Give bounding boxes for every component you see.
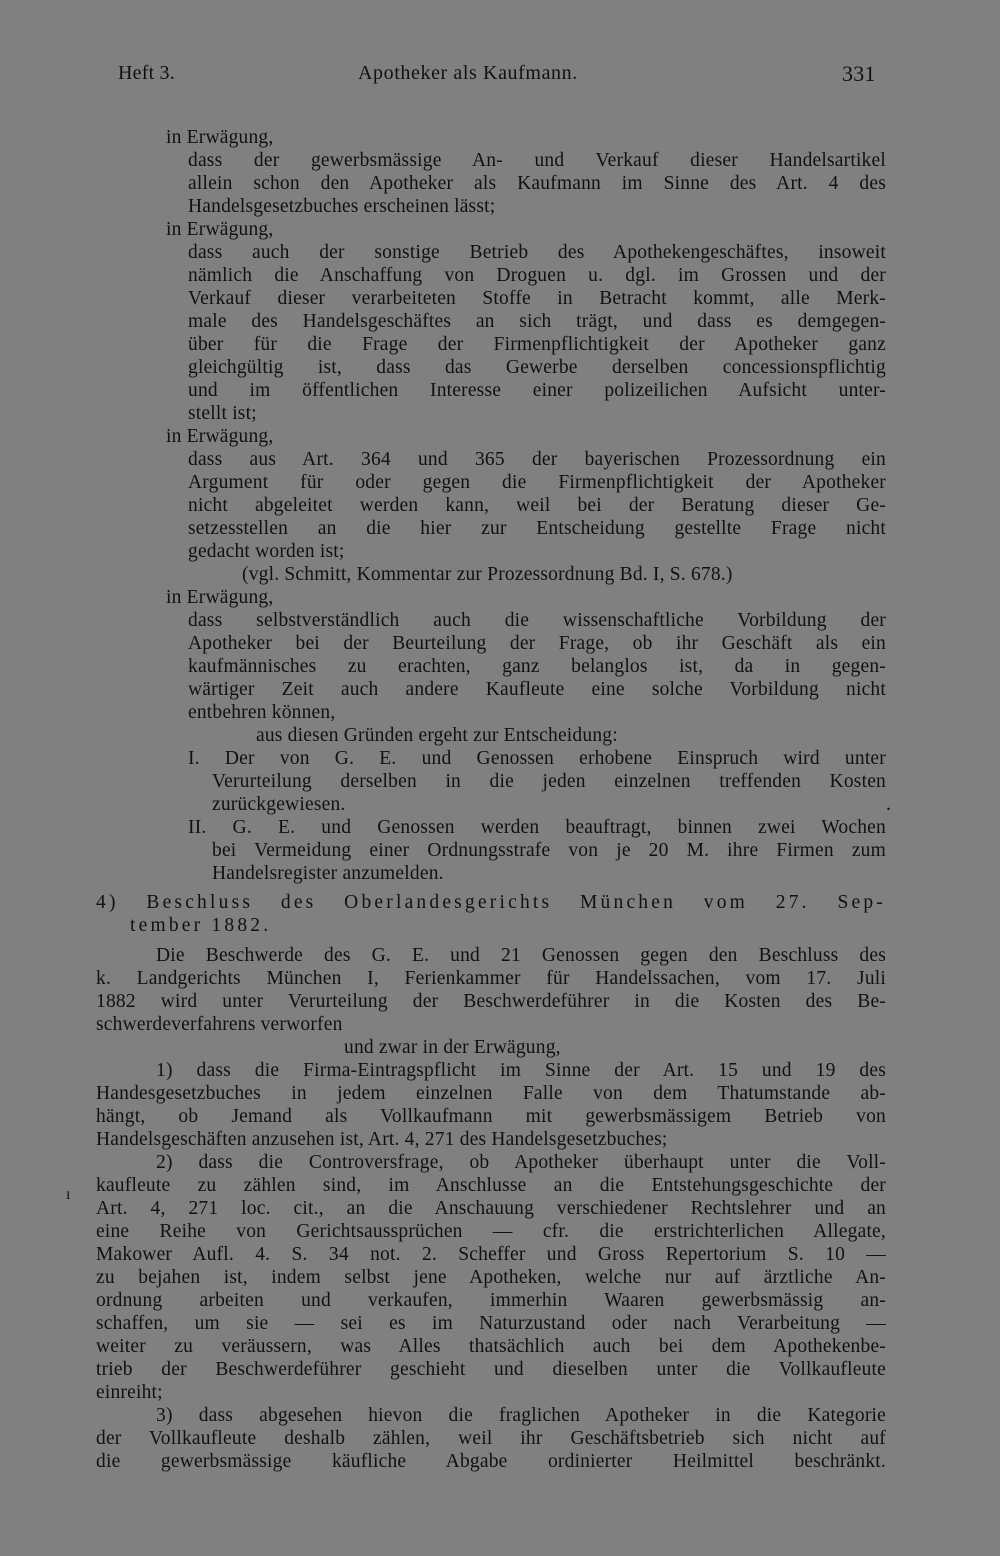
text-line: gleichgültig ist, dass das Gewerbe derselben concessionspflichtig	[188, 357, 886, 378]
text-line: 4) Beschluss des Oberlandesgerichts München vom 27. Sep-	[96, 892, 886, 913]
text-line: II. G. E. und Genossen werden beauftragt, binnen zwei Wochen	[188, 817, 886, 838]
text-line: hängt, ob Jemand als Vollkaufmann mit gewerbsmässigem Betrieb von	[96, 1106, 886, 1127]
text-line: nämlich die Anschaffung von Droguen u. dgl. im Grossen und der	[188, 265, 886, 286]
text-line: stellt ist;	[188, 403, 257, 424]
text-line: dass auch der sonstige Betrieb des Apothekengeschäftes, insoweit	[188, 242, 886, 263]
text-line: setzesstellen an die hier zur Entscheidung gestellte Frage nicht	[188, 518, 886, 539]
text-line: Argument für oder gegen die Firmenpflichtigkeit der Apotheker	[188, 472, 886, 493]
text-line: und zwar in der Erwägung,	[344, 1037, 561, 1058]
text-line: entbehren können,	[188, 702, 336, 723]
text-line: einreiht;	[96, 1382, 163, 1403]
text-line: Art. 4, 271 loc. cit., an die Anschauung verschiedener Rechtslehrer und an	[96, 1198, 886, 1219]
text-line: wärtiger Zeit auch andere Kaufleute eine solche Vorbildung nicht	[188, 679, 886, 700]
text-line: bei Vermeidung einer Ordnungsstrafe von je 20 M. ihre Firmen zum	[212, 840, 886, 861]
text-line: 1882 wird unter Verurteilung der Beschwerdeführer in die Kosten des Be-	[96, 991, 886, 1012]
text-line: 1) dass die Firma-Eintragspflicht im Sinne der Art. 15 und 19 des	[156, 1060, 886, 1081]
margin-mark: ı	[66, 1186, 71, 1203]
text-line: kaufmännisches zu erachten, ganz belanglos ist, da in gegen-	[188, 656, 886, 677]
text-line: Verurteilung derselben in die jeden einzelnen treffenden Kosten	[212, 771, 886, 792]
text-line: in Erwägung,	[166, 587, 274, 608]
running-head-left: Heft 3.	[118, 62, 175, 84]
text-line: und im öffentlichen Interesse einer polizeilichen Aufsicht unter-	[188, 380, 886, 401]
text-line: dass der gewerbsmässige An- und Verkauf dieser Handelsartikel	[188, 150, 886, 171]
text-line: Verkauf dieser verarbeiteten Stoffe in Betracht kommt, alle Merk-	[188, 288, 886, 309]
text-line: schaffen, um sie — sei es im Naturzustand oder nach Verarbeitung —	[96, 1313, 886, 1334]
text-line: ordnung arbeiten und verkaufen, immerhin Waaren gewerbsmässig an-	[96, 1290, 886, 1311]
text-line: in Erwägung,	[166, 219, 274, 240]
text-line: trieb der Beschwerdeführer geschieht und dieselben unter die Vollkaufleute	[96, 1359, 886, 1380]
text-line: Makower Aufl. 4. S. 34 not. 2. Scheffer und Gross Repertorium S. 10 —	[96, 1244, 886, 1265]
text-line: 2) dass die Controversfrage, ob Apotheker überhaupt unter die Voll-	[156, 1152, 886, 1173]
text-line: 3) dass abgesehen hievon die fraglichen Apotheker in die Kategorie	[156, 1405, 886, 1426]
text-line: (vgl. Schmitt, Kommentar zur Prozessordnung Bd. I, S. 678.)	[242, 564, 733, 585]
text-line: gedacht worden ist;	[188, 541, 345, 562]
text-line: allein schon den Apotheker als Kaufmann im Sinne des Art. 4 des	[188, 173, 886, 194]
text-line: Handelsgeschäften anzusehen ist, Art. 4, 271 des Handelsgesetzbuches;	[96, 1129, 668, 1150]
text-line: in Erwägung,	[166, 127, 274, 148]
text-line: zu bejahen ist, indem selbst jene Apotheken, welche nur auf ärztliche An-	[96, 1267, 886, 1288]
text-line: weiter zu veräussern, was Alles thatsächlich auch bei dem Apothekenbe-	[96, 1336, 886, 1357]
text-line: eine Reihe von Gerichtsaussprüchen — cfr. die erstrichterlichen Allegate,	[96, 1221, 886, 1242]
text-line: schwerdeverfahrens verworfen	[96, 1014, 343, 1035]
page-number: 331	[842, 61, 876, 86]
text-line: kaufleute zu zählen sind, im Anschlusse an die Entstehungsgeschichte der	[96, 1175, 886, 1196]
text-line: Die Beschwerde des G. E. und 21 Genossen gegen den Beschluss des	[156, 945, 886, 966]
speck-mark: .	[886, 793, 891, 815]
text-line: Apotheker bei der Beurteilung der Frage, ob ihr Geschäft als ein	[188, 633, 886, 654]
text-line: dass aus Art. 364 und 365 der bayerischen Prozessordnung ein	[188, 449, 886, 470]
running-head-title: Apotheker als Kaufmann.	[358, 62, 578, 84]
text-line: Handesgesetzbuches in jedem einzelnen Falle von dem Thatumstande ab-	[96, 1083, 886, 1104]
text-line: k. Landgerichts München I, Ferienkammer für Handelssachen, vom 17. Juli	[96, 968, 886, 989]
text-line: male des Handelsgeschäftes an sich trägt, und dass es demgegen-	[188, 311, 886, 332]
text-line: dass selbstverständlich auch die wissenschaftliche Vorbildung der	[188, 610, 886, 631]
text-line: zurückgewiesen.	[212, 794, 346, 815]
text-line: nicht abgeleitet werden kann, weil bei der Beratung dieser Ge-	[188, 495, 886, 516]
text-line: Handelsregister anzumelden.	[212, 863, 444, 884]
text-line: in Erwägung,	[166, 426, 274, 447]
text-line: Handelsgesetzbuches erscheinen lässt;	[188, 196, 496, 217]
text-line: die gewerbsmässige käufliche Abgabe ordinierter Heilmittel beschränkt.	[96, 1451, 886, 1472]
text-line: der Vollkaufleute deshalb zählen, weil ihr Geschäftsbetrieb sich nicht auf	[96, 1428, 886, 1449]
text-line: aus diesen Gründen ergeht zur Entscheidung:	[256, 725, 618, 746]
text-line: tember 1882.	[130, 915, 272, 936]
text-line: I. Der von G. E. und Genossen erhobene Einspruch wird unter	[188, 748, 886, 769]
text-line: über für die Frage der Firmenpflichtigkeit der Apotheker ganz	[188, 334, 886, 355]
